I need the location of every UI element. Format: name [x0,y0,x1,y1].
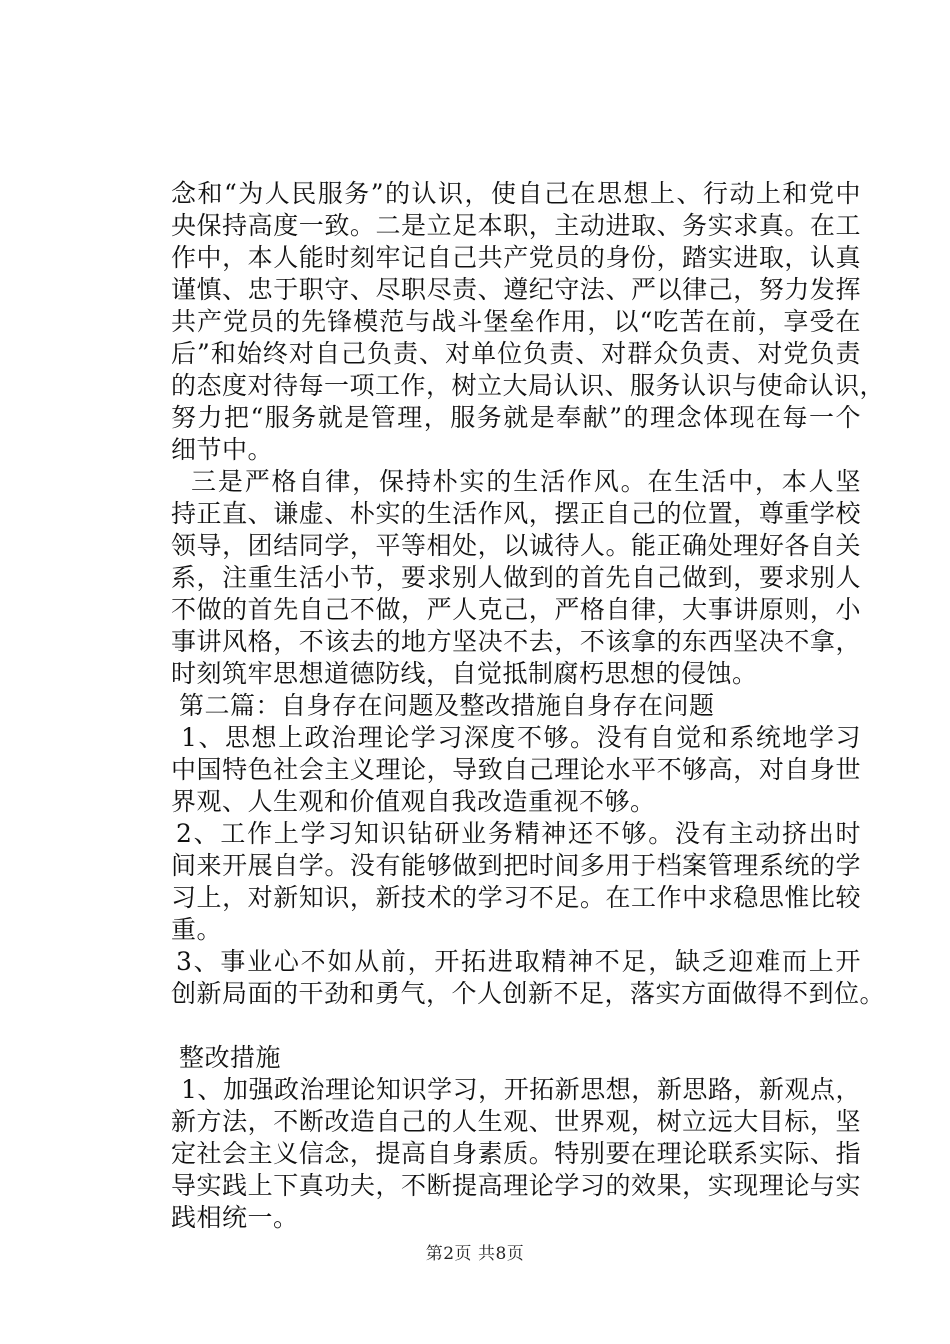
text-line: 念和“为人民服务”的认识，使自己在思想上、行动上和党中 [171,179,861,208]
list-item-start-line: 1、思想上政治理论学习深度不够。没有自觉和系统地学习 [181,723,861,752]
text-line: 中国特色社会主义理论，导致自己理论水平不够高，对自身世 [171,755,861,784]
text-line: 领导，团结同学，平等相处，以诚待人。能正确处理好各自关 [171,531,861,560]
document-body [171,178,886,1234]
text-line: 央保持高度一致。二是立足本职，主动进取、务实求真。在工 [171,211,861,240]
text-line: 共产党员的先锋模范与战斗堡垒作用，以“吃苦在前，享受在 [171,307,861,336]
text-line: 间来开展自学。没有能够做到把时间多用于档案管理系统的学 [171,851,861,880]
blank-line [171,1010,861,1042]
list-item-start-line: 1、加强政治理论知识学习，开拓新思想，新思路，新观点， [181,1075,861,1104]
text-line: 细节中。 [171,435,274,464]
section-heading: 第二篇：自身存在问题及整改措施自身存在问题 [179,691,715,720]
text-line: 的态度对待每一项工作，树立大局认识、服务认识与使命认识， [171,371,886,400]
text-line: 践相统一。 [171,1203,299,1232]
text-line: 导实践上下真功夫，不断提高理论学习的效果，实现理论与实 [171,1171,861,1200]
text-line: 定社会主义信念，提高自身素质。特别要在理论联系实际、指 [171,1139,861,1168]
text-line: 努力把“服务就是管理，服务就是奉献”的理念体现在每一个 [171,403,861,432]
text-line: 事讲风格，不该去的地方坚决不去，不该拿的东西坚决不拿， [171,627,861,656]
page-number-footer: 第2页 共8页 [425,1244,525,1264]
text-line: 不做的首先自己不做，严人克己，严格自律，大事讲原则，小 [171,595,861,624]
text-line: 重。 [171,915,223,944]
list-item-start-line: 2、工作上学习知识钻研业务精神还不够。没有主动挤出时 [176,819,861,848]
text-line: 习上，对新知识，新技术的学习不足。在工作中求稳思惟比较 [171,883,861,912]
text-line: 作中，本人能时刻牢记自己共产党员的身份，踏实进取，认真 [171,243,861,272]
text-line: 持正直、谦虚、朴实的生活作风，摆正自己的位置，尊重学校 [171,499,861,528]
section-heading: 整改措施 [179,1043,282,1072]
text-line: 新方法，不断改造自己的人生观、世界观，树立远大目标，坚 [171,1107,861,1136]
paragraph-start-line: 三是严格自律，保持朴实的生活作风。在生活中，本人坚 [191,467,861,496]
text-line: 时刻筑牢思想道德防线，自觉抵制腐朽思想的侵蚀。 [171,659,758,688]
text-line: 系，注重生活小节，要求别人做到的首先自己做到，要求别人 [171,563,861,592]
text-line: 后”和始终对自己负责、对单位负责、对群众负责、对党负责 [171,339,861,368]
text-line: 谨慎、忠于职守、尽职尽责、遵纪守法、严以律己，努力发挥 [171,275,861,304]
list-item-start-line: 3、事业心不如从前，开拓进取精神不足，缺乏迎难而上开 [176,947,861,976]
text-line: 创新局面的干劲和勇气，个人创新不足，落实方面做得不到位。 [171,979,886,1008]
text-line: 界观、人生观和价值观自我改造重视不够。 [171,787,656,816]
